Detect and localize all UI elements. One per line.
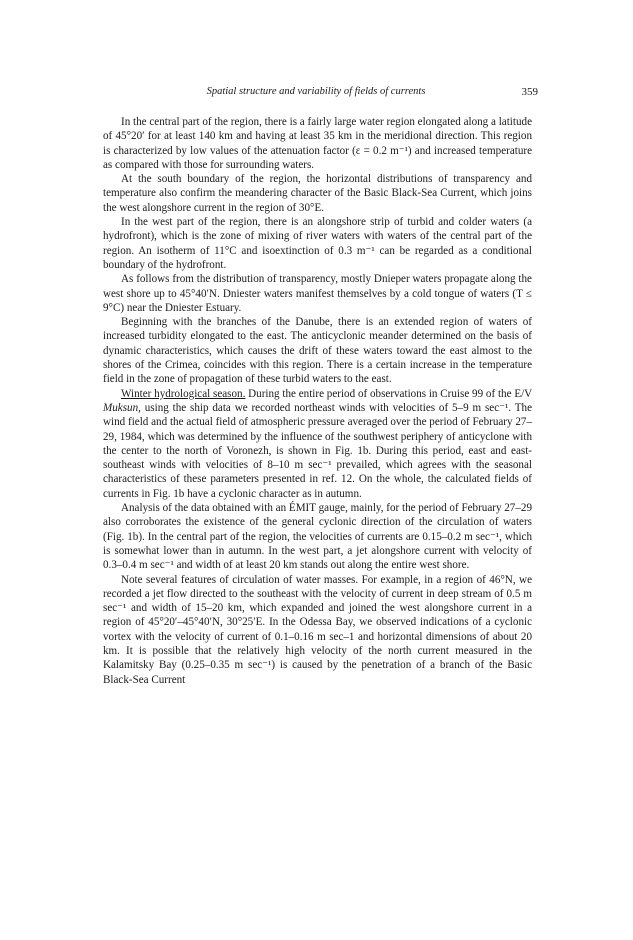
- vessel-name: Muksun: [103, 401, 139, 414]
- paragraph-danube-waters: Beginning with the branches of the Danube, there is an extended region of waters of increased turbidity elongated to the east. The anticyclonic meander determined on the basis of dynamic characteristics, which causes the drift of these waters toward the east almost to the shores of the Crimea, coincides with this region. There is a certain increase in the temperature field in the zone of propagation of these turbid waters to the east.: [103, 316, 532, 386]
- paragraph-west-hydrofront: In the west part of the region, there is an alongshore strip of turbid and colder waters (a hydrofront), which is the zone of mixing of river waters with waters of the central part of the region. An isotherm of 11°C and isoextinction of 0.3 m⁻¹ can be regarded as a conditional boundary of the hydrofront.: [103, 216, 532, 271]
- body-text: [103, 115, 532, 687]
- paragraph-emit-analysis: Analysis of the data obtained with an ÉMIT gauge, mainly, for the period of February 27–29 also corroborates the existence of the general cyclonic direction of the circulation of waters (Fig. 1b). In the central part of the region, the velocities of currents are 0.15–0.2 m sec⁻¹, which is somewhat lower than in autumn. In the west part, a jet alongshore current with velocity of 0.3–0.4 m sec⁻¹ and width of at least 20 km stands out along the entire west shore.: [103, 502, 532, 572]
- paragraph-south-boundary: At the south boundary of the region, the horizontal distributions of transparency and temperature also confirm the meandering character of the Basic Black-Sea Current, which joins the west alongshore current in the region of 30°E.: [103, 173, 532, 214]
- paragraph-circulation-features: Note several features of circulation of water masses. For example, in a region of 46°N, we recorded a jet flow directed to the southeast with the velocity of current in deep stream of 0.5 m sec⁻¹ and width of 15–20 km, which expanded and joined the west alongshore current in a region of 45°20′–45°40′N, 30°25′E. In the Odessa Bay, we observed indications of a cyclonic vortex with the velocity of current of 0.1–0.16 m sec–1 and horizontal dimensions of about 20 km. It is possible that the relatively high velocity of the north current measured in the Kalamitsky Bay (0.25–0.35 m sec⁻¹) is caused by the penetration of a branch of the Basic Black-Sea Current: [103, 573, 532, 686]
- paragraph-transparency: As follows from the distribution of transparency, mostly Dnieper waters propagate along the west shore up to 45°40′N. Dniester waters manifest themselves by a cold tongue of waters (T ≤ 9°C) near the Dniester Estuary.: [103, 273, 532, 314]
- winter-text-b: , using the ship data we recorded northeast winds with velocities of 5–9 m sec⁻¹. The wind field and the actual field of atmospheric pressure averaged over the period of February 27–29, 1984, which was determined by the influence of the southwest periphery of anticyclone with the center to the north of Voronezh, is shown in Fig. 1b. During this period, east and east-southeast winds with velocities of 8–10 m sec⁻¹ prevailed, which agrees with the seasonal characteristics of these parameters presented in ref. 12. On the whole, the calculated fields of currents in Fig. 1b have a cyclonic character as in autumn.: [103, 401, 532, 500]
- running-head: Spatial structure and variability of fields of currents: [206, 86, 426, 97]
- winter-text-a: During the entire period of observations in Cruise 99 of the E/V: [245, 387, 532, 400]
- section-lead-winter: Winter hydrological season.: [121, 387, 246, 400]
- paragraph-winter-season: [103, 387, 532, 501]
- paragraph-central-region: In the central part of the region, there is a fairly large water region elongated along a latitude of 45°20′ for at least 140 km and having at least 35 km in the meridional direction. This region is characterized by low values of the attenuation factor (ε = 0.2 m⁻¹) and increased temperature as compared with those for surrounding waters.: [103, 116, 532, 171]
- page-number: 359: [521, 86, 538, 98]
